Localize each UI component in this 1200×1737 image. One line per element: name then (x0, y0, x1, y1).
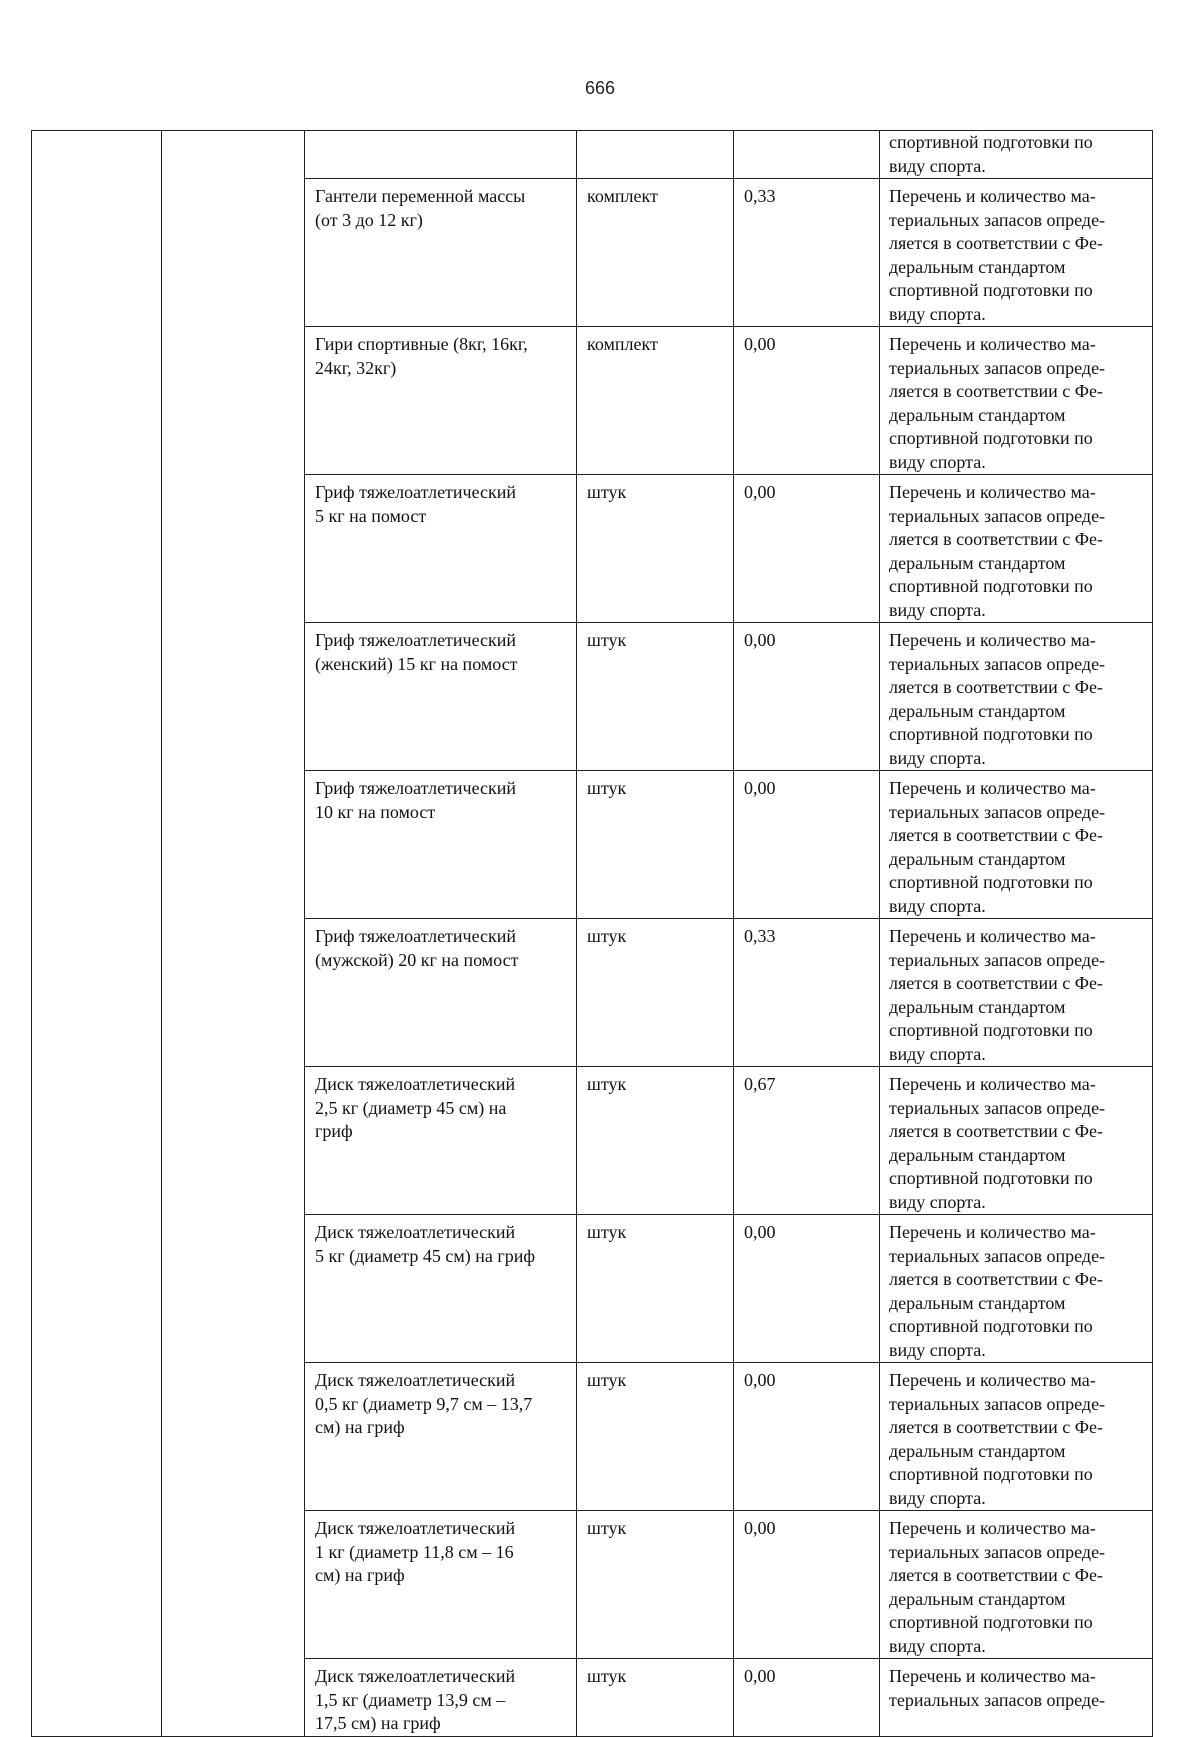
equipment-table (31, 130, 1153, 1737)
quantity-cell: 0,00 (734, 771, 880, 919)
note-line: виду спорта. (889, 599, 986, 620)
note-line: териальных запасов опреде- (889, 1689, 1106, 1710)
item-name-line: (мужской) 20 кг на помост (315, 949, 519, 970)
note-line: виду спорта. (889, 1635, 986, 1656)
item-name-line: 5 кг (диаметр 45 см) на гриф (315, 1245, 536, 1266)
unit-cell: штук (577, 623, 734, 771)
note-line: Перечень и количество ма- (889, 482, 1096, 502)
note-line: деральным стандартом (889, 256, 1066, 277)
note-cell (880, 131, 1153, 179)
unit-cell: штук (577, 1363, 734, 1511)
item-name-line: Гриф тяжелоатлетический (315, 926, 517, 946)
item-name-line: см) на гриф (315, 1565, 405, 1585)
unit-cell: штук (577, 1067, 734, 1215)
note-line: ляется в соответствии с Фе- (889, 825, 1104, 845)
note-line: виду спорта. (889, 1043, 986, 1064)
item-name-line: Гриф тяжелоатлетический (315, 630, 517, 650)
note-line: Перечень и количество ма- (889, 1074, 1096, 1094)
quantity-cell: 0,00 (734, 1215, 880, 1363)
note-line: ляется в соответствии с Фе- (889, 1121, 1104, 1141)
note-cell (880, 919, 1153, 1067)
note-line: деральным стандартом (889, 1144, 1066, 1165)
note-cell (880, 623, 1153, 771)
note-line: Перечень и количество ма- (889, 1222, 1096, 1242)
page-number: 666 (584, 78, 616, 98)
note-cell (880, 771, 1153, 919)
note-line: териальных запасов опреде- (889, 653, 1106, 674)
note-line: деральным стандартом (889, 700, 1066, 721)
item-name-cell (305, 179, 577, 327)
note-line: спортивной подготовки по (889, 1168, 1093, 1188)
note-line: ляется в соответствии с Фе- (889, 529, 1104, 549)
unit-cell: штук (577, 919, 734, 1067)
unit-cell: штук (577, 1215, 734, 1363)
item-name-line: Гири спортивные (8кг, 16кг, (315, 334, 528, 354)
note-line: ляется в соответствии с Фе- (889, 1417, 1104, 1437)
unit-cell: комплект (577, 327, 734, 475)
item-name-line: Гантели переменной массы (315, 186, 526, 206)
item-name-cell (305, 623, 577, 771)
note-line: спортивной подготовки по (889, 872, 1093, 892)
note-line: деральным стандартом (889, 404, 1066, 425)
note-line: спортивной подготовки по (889, 1464, 1093, 1484)
note-cell (880, 1067, 1153, 1215)
quantity-cell: 0,00 (734, 1659, 880, 1737)
note-line: спортивной подготовки по (889, 1316, 1093, 1336)
note-line: териальных запасов опреде- (889, 357, 1106, 378)
note-cell (880, 179, 1153, 327)
note-line: виду спорта. (889, 303, 986, 324)
item-name-line: см) на гриф (315, 1417, 405, 1437)
item-name-line: 10 кг на помост (315, 801, 436, 822)
quantity-cell: 0,00 (734, 327, 880, 475)
item-name-line: Диск тяжелоатлетический (315, 1074, 516, 1094)
item-name-cell (305, 475, 577, 623)
note-line: ляется в соответствии с Фе- (889, 1269, 1104, 1289)
note-line: ляется в соответствии с Фе- (889, 973, 1104, 993)
item-name-line: (от 3 до 12 кг) (315, 209, 423, 230)
quantity-cell: 0,00 (734, 475, 880, 623)
note-line: виду спорта. (889, 451, 986, 472)
item-name-cell (305, 1511, 577, 1659)
note-line: ляется в соответствии с Фе- (889, 233, 1104, 253)
note-line: Перечень и количество ма- (889, 1370, 1096, 1390)
quantity-cell: 0,00 (734, 623, 880, 771)
note-line: ляется в соответствии с Фе- (889, 1565, 1104, 1585)
note-line: деральным стандартом (889, 1292, 1066, 1313)
note-line: Перечень и количество ма- (889, 630, 1096, 650)
column-2-cell (162, 131, 305, 1737)
note-line: виду спорта. (889, 1487, 986, 1508)
note-line: деральным стандартом (889, 1440, 1066, 1461)
quantity-cell: 0,00 (734, 1363, 880, 1511)
unit-cell: штук (577, 1511, 734, 1659)
quantity-cell: 0,33 (734, 179, 880, 327)
item-name-cell (305, 1215, 577, 1363)
note-cell (880, 1659, 1153, 1737)
unit-cell (577, 131, 734, 179)
note-cell (880, 475, 1153, 623)
unit-cell: комплект (577, 179, 734, 327)
note-line: виду спорта. (889, 155, 986, 176)
item-name-line: 1 кг (диаметр 11,8 см – 16 (315, 1541, 514, 1562)
item-name-line: 17,5 см) на гриф (315, 1713, 441, 1733)
note-line: териальных запасов опреде- (889, 1097, 1106, 1118)
item-name-line: 5 кг на помост (315, 505, 427, 526)
column-1-cell (32, 131, 162, 1737)
note-line: териальных запасов опреде- (889, 1393, 1106, 1414)
note-line: Перечень и количество ма- (889, 1518, 1096, 1538)
unit-cell: штук (577, 1659, 734, 1737)
note-line: Перечень и количество ма- (889, 1666, 1096, 1686)
item-name-line: Диск тяжелоатлетический (315, 1370, 516, 1390)
note-line: спортивной подготовки по (889, 724, 1093, 744)
note-line: Перечень и количество ма- (889, 334, 1096, 354)
note-line: деральным стандартом (889, 848, 1066, 869)
note-cell (880, 327, 1153, 475)
quantity-cell: 0,33 (734, 919, 880, 1067)
note-line: ляется в соответствии с Фе- (889, 381, 1104, 401)
note-line: териальных запасов опреде- (889, 209, 1106, 230)
note-cell (880, 1363, 1153, 1511)
note-line: виду спорта. (889, 747, 986, 768)
note-line: спортивной подготовки по (889, 1612, 1093, 1632)
item-name-line: 2,5 кг (диаметр 45 см) на (315, 1097, 507, 1118)
item-name-line: гриф (315, 1121, 353, 1141)
note-line: виду спорта. (889, 1339, 986, 1360)
item-name-cell (305, 1363, 577, 1511)
item-name-line: Гриф тяжелоатлетический (315, 778, 517, 798)
unit-cell: штук (577, 475, 734, 623)
note-cell (880, 1511, 1153, 1659)
item-name-line: 1,5 кг (диаметр 13,9 см – (315, 1689, 506, 1710)
item-name-cell (305, 131, 577, 179)
note-line: териальных запасов опреде- (889, 801, 1106, 822)
item-name-line: Диск тяжелоатлетический (315, 1222, 516, 1242)
item-name-line: Гриф тяжелоатлетический (315, 482, 517, 502)
quantity-cell: 0,67 (734, 1067, 880, 1215)
item-name-line: Диск тяжелоатлетический (315, 1666, 516, 1686)
item-name-line: (женский) 15 кг на помост (315, 653, 518, 674)
note-line: спортивной подготовки по (889, 132, 1093, 152)
note-line: Перечень и количество ма- (889, 926, 1096, 946)
note-line: деральным стандартом (889, 1588, 1066, 1609)
note-line: спортивной подготовки по (889, 1020, 1093, 1040)
note-line: спортивной подготовки по (889, 428, 1093, 448)
note-line: спортивной подготовки по (889, 576, 1093, 596)
note-line: териальных запасов опреде- (889, 949, 1106, 970)
item-name-cell (305, 771, 577, 919)
note-line: деральным стандартом (889, 552, 1066, 573)
note-cell (880, 1215, 1153, 1363)
item-name-cell (305, 1067, 577, 1215)
item-name-cell (305, 327, 577, 475)
note-line: териальных запасов опреде- (889, 505, 1106, 526)
note-line: спортивной подготовки по (889, 280, 1093, 300)
note-line: териальных запасов опреде- (889, 1541, 1106, 1562)
item-name-line: Диск тяжелоатлетический (315, 1518, 516, 1538)
note-line: Перечень и количество ма- (889, 186, 1096, 206)
quantity-cell (734, 131, 880, 179)
item-name-line: 24кг, 32кг) (315, 357, 397, 378)
note-line: териальных запасов опреде- (889, 1245, 1106, 1266)
table-row (32, 131, 1153, 179)
item-name-cell (305, 1659, 577, 1737)
note-line: виду спорта. (889, 895, 986, 916)
item-name-cell (305, 919, 577, 1067)
note-line: Перечень и количество ма- (889, 778, 1096, 798)
item-name-line: 0,5 кг (диаметр 9,7 см – 13,7 (315, 1393, 533, 1414)
quantity-cell: 0,00 (734, 1511, 880, 1659)
note-line: ляется в соответствии с Фе- (889, 677, 1104, 697)
unit-cell: штук (577, 771, 734, 919)
note-line: виду спорта. (889, 1191, 986, 1212)
note-line: деральным стандартом (889, 996, 1066, 1017)
